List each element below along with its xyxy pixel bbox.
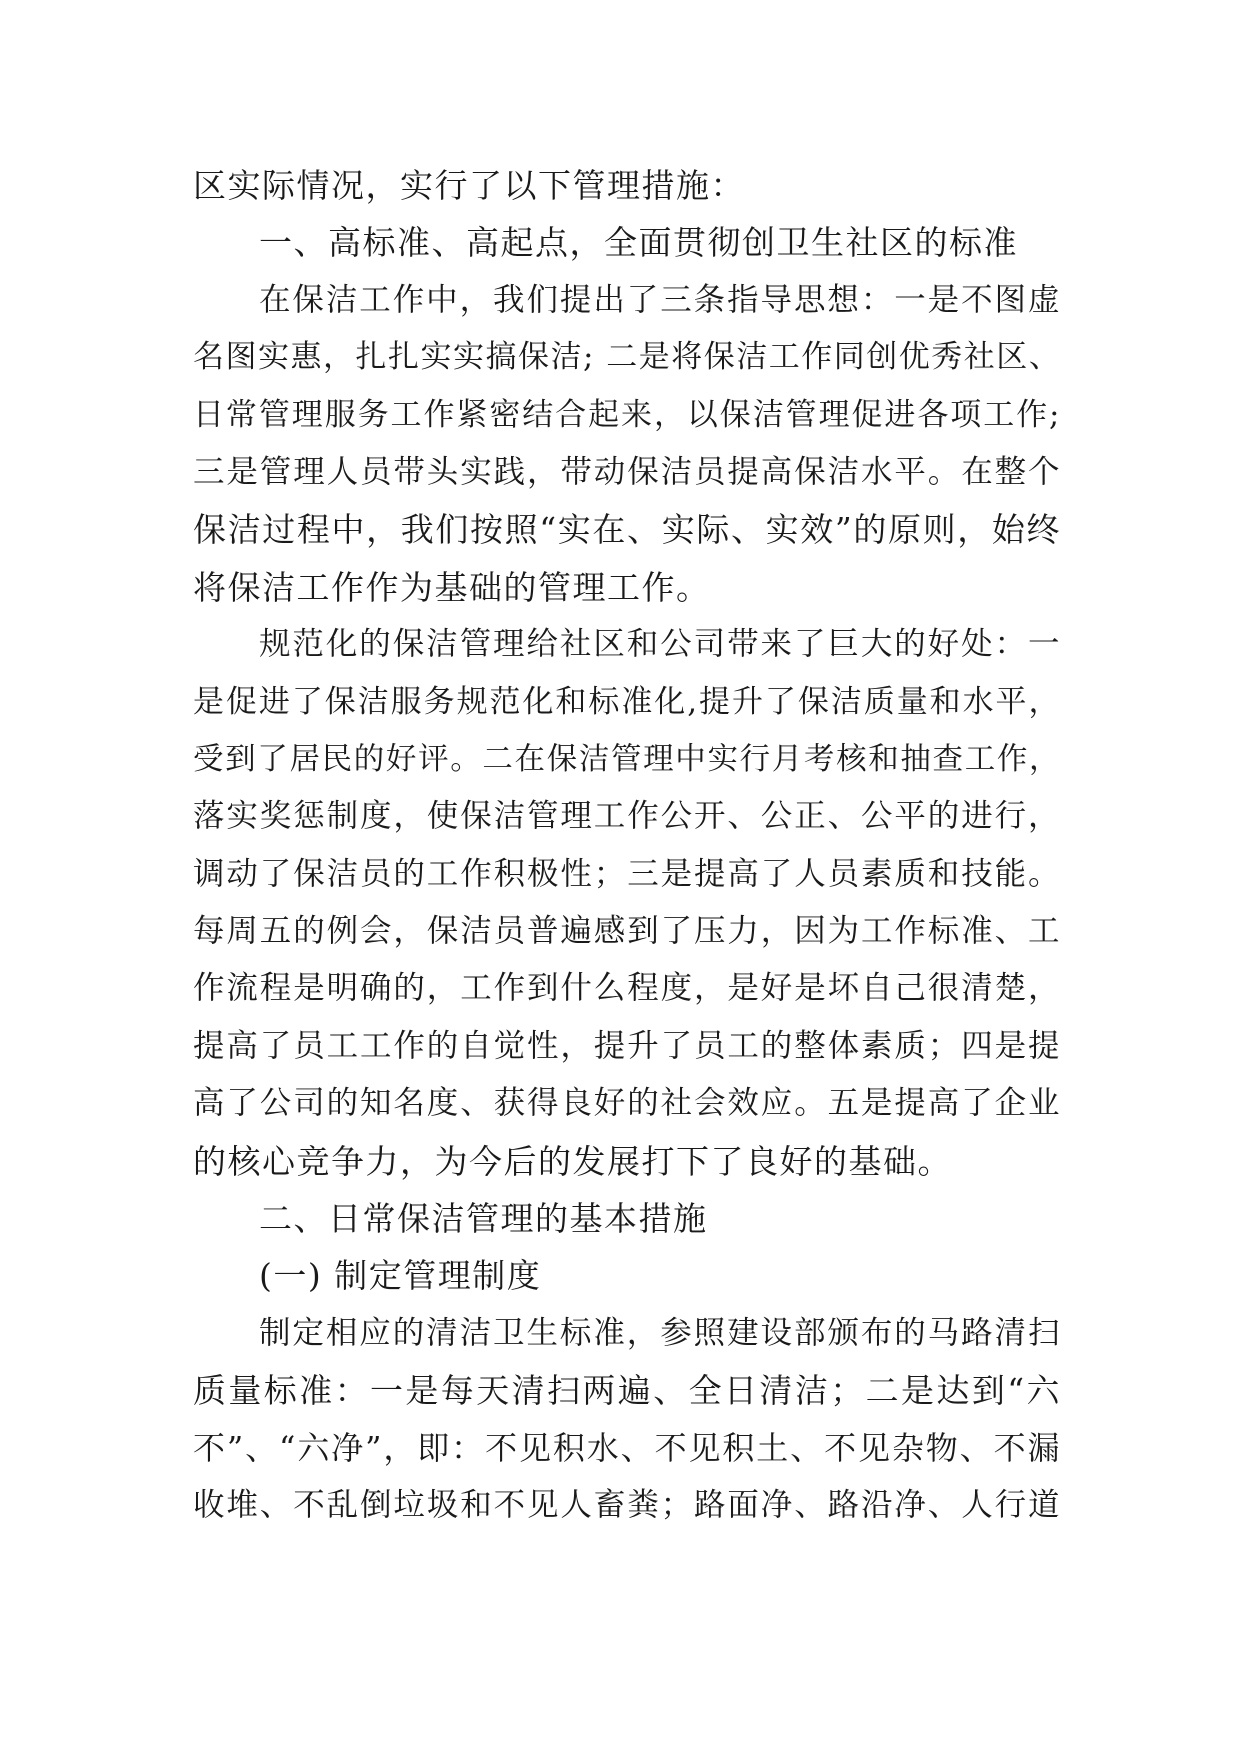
text-line: 日常管理服务工作紧密结合起来，以保洁管理促进各项工作; [193,396,1061,433]
text-line: (一) 制定管理制度 [259,1256,542,1296]
text-line: 一、高标准、高起点，全面贯彻创卫生社区的标准 [259,223,1018,263]
text-line: 的核心竞争力，为今后的发展打下了良好的基础。 [193,1141,952,1181]
text-line: 保洁过程中，我们按照“实在、实际、实效”的原则，始终 [193,510,1061,550]
text-line: 不”、“六净”，即：不见积水、不见积土、不见杂物、不漏 [193,1428,1061,1467]
text-line: 提高了员工工作的自觉性，提升了员工的整体素质；四是提 [193,1027,1061,1064]
text-line: 高了公司的知名度、获得良好的社会效应。五是提高了企业 [193,1085,1061,1122]
text-line: 每周五的例会，保洁员普遍感到了压力，因为工作标准、工 [193,913,1061,950]
text-line: 是促进了保洁服务规范化和标准化,提升了保洁质量和水平， [193,683,1061,720]
text-line: 区实际情况，实行了以下管理措施： [193,166,745,205]
text-line: 质量标准：一是每天清扫两遍、全日清洁；二是达到“六 [193,1371,1061,1411]
text-line: 制定相应的清洁卫生标准，参照建设部颁布的马路清扫 [259,1314,1061,1351]
text-line: 三是管理人员带头实践，带动保洁员提高保洁水平。在整个 [193,453,1061,490]
text-line: 调动了保洁员的工作积极性；三是提高了人员素质和技能。 [193,855,1061,892]
text-line: 在保洁工作中，我们提出了三条指导思想：一是不图虚 [259,281,1061,318]
text-line: 收堆、不乱倒垃圾和不见人畜粪；路面净、路沿净、人行道 [193,1486,1061,1523]
text-line: 规范化的保洁管理给社区和公司带来了巨大的好处：一 [259,626,1061,663]
text-line: 作流程是明确的，工作到什么程度，是好是坏自己很清楚， [193,970,1061,1007]
text-line: 名图实惠，扎扎实实搞保洁; 二是将保洁工作同创优秀社区、 [193,339,1062,376]
text-line: 受到了居民的好评。二在保洁管理中实行月考核和抽查工作， [193,741,1061,777]
text-line: 将保洁工作作为基础的管理工作。 [193,567,711,607]
document-body [193,157,1061,1534]
text-line: 落实奖惩制度，使保洁管理工作公开、公正、公平的进行， [193,798,1061,835]
text-line: 二、日常保洁管理的基本措施 [259,1199,708,1239]
